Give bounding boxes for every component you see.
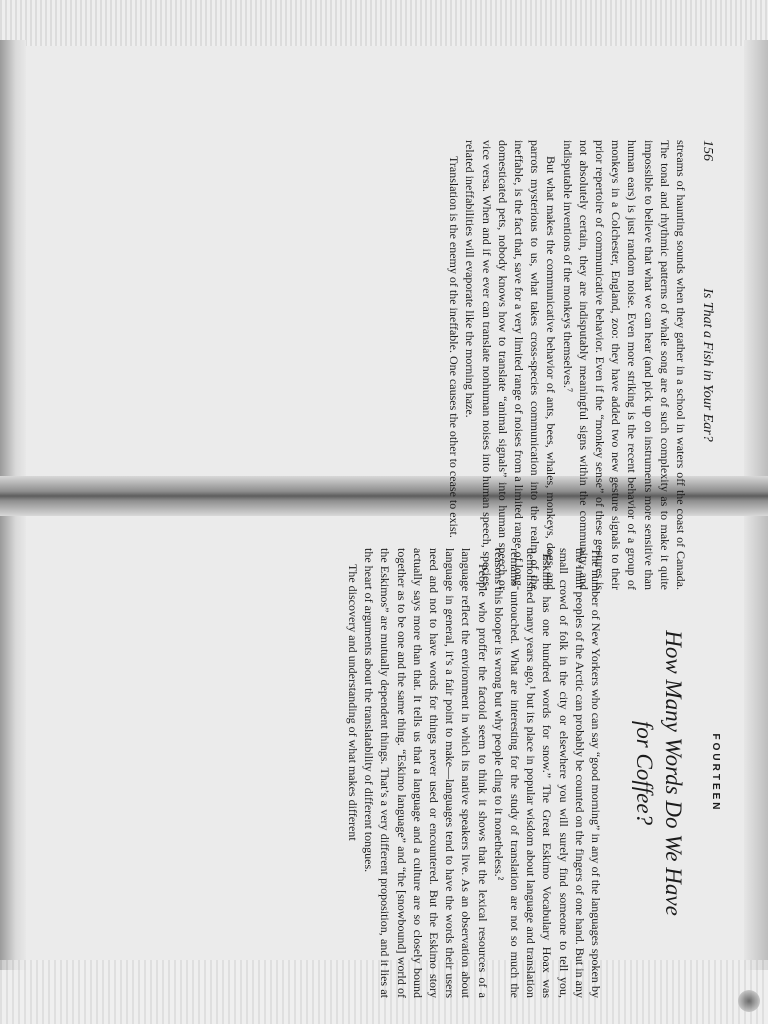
chapter-title: [630, 548, 688, 998]
page-curl: [738, 990, 760, 1012]
scan-edge-top: [0, 0, 768, 46]
chapter-title-line: for Coffee?: [632, 720, 657, 826]
left-page: [446, 140, 715, 590]
right-page-body: [345, 548, 604, 998]
running-head: Is That a Fish in Your Ear?: [700, 288, 715, 442]
page-header: [689, 140, 715, 590]
paragraph: People who proffer the factoid seem to think it shows that the lexical resources of a language reflect the environment in which its native speakers live. As an observation about language in general, it’s a fair point to make—languages tend to have the words their users need and not to have words for things never used or encountered. But the Eskimo story actually says more than that. It tells us that a language and a culture are so closely bound together as to be one and the same thing. “Eskimo language” and “the [snowbound] world of the Eskimos” are mutually dependent things. That’s a very different proposition, and it lies at the heart of arguments about the translatability of different tongues.: [362, 548, 490, 998]
paragraph: Translation is the enemy of the ineffable. One causes the other to cease to exist.: [447, 156, 462, 538]
paragraph: But what makes the communicative behavior of ants, bees, whales, monkeys, dogs, and parrots mysterious to us, what takes cross-species communication into the realm of the ineffable, is the fact that, save for a very limited range of noises from a limited range of long-domesticated pets, nobody knows how to translate “animal signals” into human speech or vice versa. When and if we ever can translate nonhuman noises into human speech, species-related ineffabilities will evaporate like the morning haze.: [463, 140, 559, 590]
right-page: [345, 548, 721, 998]
paragraph: The number of New Yorkers who can say “good morning” in any of the languages spoken by the Inuit peoples of the Arctic can probably be counted on the fingers of one hand. But in any small crowd of folk in the city or elsewhere you will surely find someone to tell you, “Eskimo has one hundred words for snow.” The Great Eskimo Vocabulary Hoax was demolished many years ago,¹ but its place in popular wisdom about language and translation remains untouched. What are interesting for the study of translation are not so much the reasons this blooper is wrong but why people cling to it nonetheless.²: [491, 548, 603, 998]
left-page-body: [446, 140, 689, 590]
paragraph: The discovery and understanding of what makes different: [345, 564, 360, 841]
paragraph: streams of haunting sounds when they gather in a school in waters off the coast of Canada. The tonal and rhythmic patterns of whale song are of such complexity as to make it quite impossible to believe that what we can hear (and pick up on instruments more sensitive than human ears) is just random noise. Even more striking is the recent behavior of a group of monkeys in a Colchester, England, zoo: they have added two new gesture signals to their prior repertoire of communicative behavior. Even if the “monkey sense” of these gestures is not absolutely certain, they are indisputably meaningful signs within the community, and indisputable inventions of the monkeys themselves.⁷: [560, 140, 688, 590]
page-number: 156: [700, 140, 715, 161]
chapter-title-line: How Many Words Do We Have: [661, 630, 686, 916]
chapter-label: FOURTEEN: [710, 733, 721, 813]
